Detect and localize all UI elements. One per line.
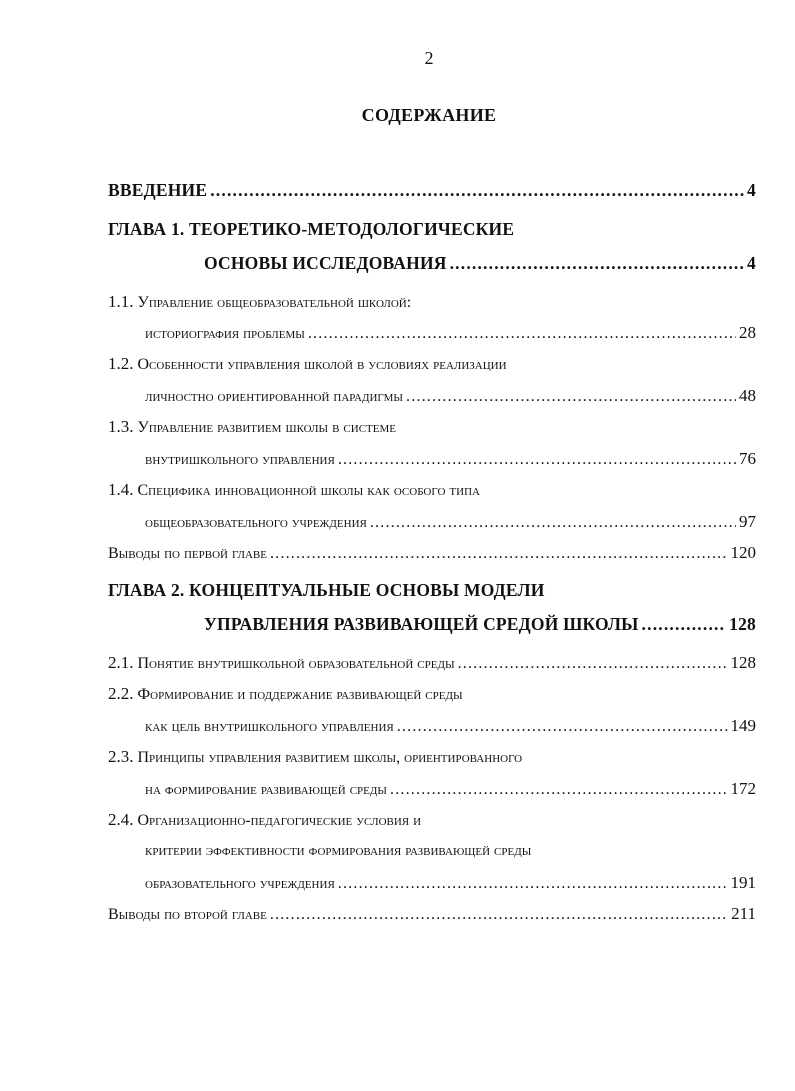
toc-page-number: 128 [729, 614, 756, 634]
leader-dots [338, 875, 728, 893]
section-title: Специфика инновационной школы как особого типа [137, 482, 480, 499]
section-number: 1.3. [108, 417, 134, 436]
toc-section-1-3-line1 [108, 417, 396, 437]
toc-entry-chapter-1 [204, 253, 756, 274]
toc-entry-title: личностно ориентированной парадигмы [145, 388, 403, 405]
section-number: 1.2. [108, 354, 134, 373]
toc-entry-section-2-1 [108, 653, 756, 673]
section-title: Управление развитием школы в системе [137, 419, 396, 436]
toc-entry-section-2-4 [145, 873, 756, 893]
toc-page-number: 97 [739, 512, 756, 531]
leader-dots [270, 906, 728, 924]
toc-entry-section-2-2 [145, 716, 756, 736]
toc-page-number: 48 [739, 386, 756, 405]
page-title: СОДЕРЖАНИЕ [361, 105, 497, 125]
toc-section-1-2-line1 [108, 354, 507, 374]
toc-section-2-4-line1 [108, 810, 421, 830]
toc-page-number: 128 [730, 653, 756, 672]
section-number: 2.3. [108, 747, 134, 766]
toc-entry-conclusions-2 [108, 904, 756, 924]
toc-section-2-3-line1 [108, 747, 522, 767]
leader-dots [642, 614, 727, 635]
leader-dots [390, 781, 728, 799]
toc-section-2-2-line1 [108, 684, 463, 704]
section-number: 1.4. [108, 480, 134, 499]
leader-dots [308, 325, 736, 343]
toc-entry-section-1-3 [145, 449, 756, 469]
toc-entry-section-1-1 [145, 323, 756, 343]
section-title: Организационно-педагогические условия и [137, 812, 422, 829]
page-number: 2 [424, 48, 434, 68]
toc-entry-section-1-2 [145, 386, 756, 406]
toc-page-number: 4 [747, 180, 756, 200]
toc-entry-title: УПРАВЛЕНИЯ РАЗВИВАЮЩЕЙ СРЕДОЙ ШКОЛЫ [204, 614, 639, 634]
toc-entry-title: образовательного учреждения [145, 875, 335, 892]
toc-entry-title: историография проблемы [145, 325, 305, 342]
toc-entry-title: как цель внутришкольного управления [145, 718, 394, 735]
section-title: Особенности управления школой в условиях реализации [137, 356, 507, 373]
toc-entry-section-1-4 [145, 512, 756, 532]
toc-page-number: 172 [730, 779, 756, 798]
toc-chapter-1-heading: ГЛАВА 1. ТЕОРЕТИКО-МЕТОДОЛОГИЧЕСКИЕ [108, 219, 515, 239]
toc-page-number: 211 [731, 904, 756, 923]
leader-dots [458, 655, 728, 673]
leader-dots [450, 253, 744, 274]
leader-dots [397, 718, 728, 736]
leader-dots [370, 514, 736, 532]
section-title: Формирование и поддержание развивающей среды [137, 686, 463, 703]
toc-entry-title: на формирование развивающей среды [145, 781, 387, 798]
section-number: 1.1. [108, 292, 134, 311]
section-title: Понятие внутришкольной образовательной среды [137, 655, 455, 672]
toc-section-2-4-line2: критерии эффективности формирования развивающей среды [145, 842, 532, 859]
toc-entry-conclusions-1 [108, 543, 756, 563]
toc-page-number: 120 [730, 543, 756, 562]
section-number: 2.4. [108, 810, 134, 829]
toc-page-number: 191 [730, 873, 756, 892]
toc-chapter-2-heading: ГЛАВА 2. КОНЦЕПТУАЛЬНЫЕ ОСНОВЫ МОДЕЛИ [108, 580, 545, 600]
section-number: 2.1. [108, 653, 134, 672]
toc-entry-title: Выводы по второй главе [108, 906, 267, 923]
toc-entry-chapter-2 [204, 614, 756, 635]
toc-entry-title: Выводы по первой главе [108, 545, 267, 562]
leader-dots [338, 451, 736, 469]
leader-dots [406, 388, 736, 406]
toc-page-number: 4 [747, 253, 756, 273]
section-title: Принципы управления развитием школы, ориентированного [137, 749, 523, 766]
leader-dots [270, 545, 728, 563]
section-title: Управление общеобразовательной школой: [137, 294, 412, 311]
toc-page-number: 76 [739, 449, 756, 468]
toc-entry-title: внутришкольного управления [145, 451, 335, 468]
toc-section-1-1-line1 [108, 292, 411, 312]
toc-page-number: 28 [739, 323, 756, 342]
toc-entry-title: ОСНОВЫ ИССЛЕДОВАНИЯ [204, 253, 447, 273]
toc-entry-title: ВВЕДЕНИЕ [108, 180, 208, 200]
toc-entry-section-2-3 [145, 779, 756, 799]
toc-page-number: 149 [730, 716, 756, 735]
toc-entry-intro [108, 180, 756, 201]
toc-entry-title [108, 653, 455, 673]
leader-dots [210, 180, 744, 201]
toc-entry-title: общеобразовательного учреждения [145, 514, 367, 531]
toc-section-1-4-line1 [108, 480, 480, 500]
section-number: 2.2. [108, 684, 134, 703]
